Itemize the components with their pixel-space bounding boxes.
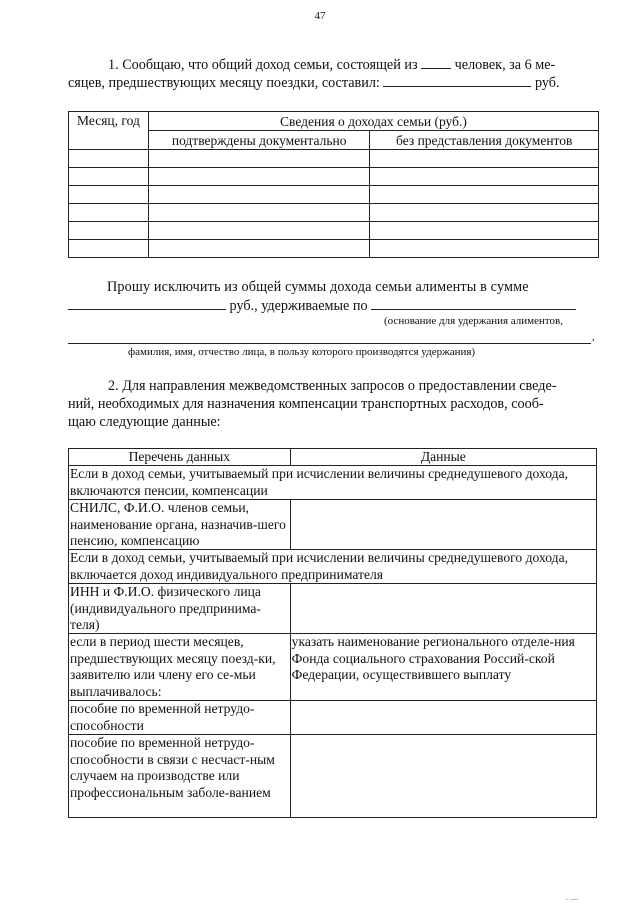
section1-line1-mid: человек, за 6 ме- [454,57,556,73]
data-table [68,448,597,818]
col-list-header: Перечень данных [69,449,291,466]
row-inn-value[interactable] [290,584,596,634]
income-table [68,111,599,258]
alimony-line1: Прошу исключить из общей суммы дохода семьи алименты в сумме [107,279,529,295]
row-period-data: указать наименование регионального отделе-ния Фонда социального страхования Россий-ской Федерации, осуществившего выплату [290,634,596,701]
footer-mark: . .... [566,893,578,902]
confirmed-cell[interactable] [148,222,370,240]
month-cell[interactable] [69,168,149,186]
confirmed-cell[interactable] [148,150,370,168]
col-data-header: Данные [290,449,596,466]
alimony-hint1: (основание для удержания алиментов, [384,315,563,327]
unconfirmed-cell[interactable] [370,222,599,240]
income-row [69,240,599,258]
alimony-basis-field[interactable] [371,297,576,310]
alimony-line2 [68,297,603,316]
month-cell[interactable] [69,150,149,168]
income-row [69,204,599,222]
unconfirmed-cell[interactable] [370,168,599,186]
alimony-line2-mid: руб., удерживаемые по [229,298,368,314]
row-entrepreneur: Если в доход семьи, учитываемый при исчислении величины среднедушевого дохода, включается доход индивидуального предпринимателя [69,550,597,584]
income-row [69,150,599,168]
row-inn-label: ИНН и Ф.И.О. физического лица (индивидуального предпринима-теля) [69,584,291,634]
col-month-header: Месяц, год [69,112,149,150]
unconfirmed-cell[interactable] [370,240,599,258]
alimony-hint2: фамилия, имя, отчество лица, в пользу которого производятся удержания) [128,346,476,358]
section2-line3: щаю следующие данные: [68,414,221,430]
section2-line2: ний, необходимых для назначения компенсации транспортных расходов, сооб- [68,396,544,412]
row-period-label: если в период шести месяцев, предшествующих месяцу поезд-ки, заявителю или члену его се-мьи выплачивалось: [69,634,291,701]
income-row [69,186,599,204]
col-unconfirmed-header: без представления документов [370,131,599,150]
month-cell[interactable] [69,204,149,222]
section1-line1 [108,56,603,75]
row-accident-label: пособие по временной нетрудо-способности в связи с несчаст-ным случаем на производстве или профессиональным заболе-ванием [69,735,291,818]
section1-line1-text: 1. Сообщаю, что общий доход семьи, состоящей из [108,57,418,73]
alimony-amount-field[interactable] [68,297,226,310]
month-cell[interactable] [69,222,149,240]
unconfirmed-cell[interactable] [370,186,599,204]
alimony-hint1-end: , [592,331,595,343]
unconfirmed-cell[interactable] [370,150,599,168]
alimony-person-field[interactable] [68,330,591,344]
col-group-header: Сведения о доходах семьи (руб.) [148,112,598,131]
section1-line2-text: сяцев, предшествующих месяцу поездки, составил: [68,75,380,91]
income-row [69,168,599,186]
row-pensions: Если в доход семьи, учитываемый при исчислении величины среднедушевого дохода, включаются пенсии, компенсации [69,466,597,500]
month-cell[interactable] [69,186,149,204]
row-accident-value[interactable] [290,735,596,818]
section1-line2-end: руб. [534,75,560,91]
confirmed-cell[interactable] [148,240,370,258]
month-cell[interactable] [69,240,149,258]
row-sick-label: пособие по временной нетрудо-способности [69,701,291,735]
family-size-field[interactable] [421,56,451,69]
section2-line1: 2. Для направления межведомственных запросов о предоставлении сведе- [108,378,557,394]
section1-line2 [68,74,603,93]
col-confirmed-header: подтверждены документально [148,131,370,150]
unconfirmed-cell[interactable] [370,204,599,222]
row-snils-label: СНИЛС, Ф.И.О. членов семьи, наименование органа, назначив-шего пенсию, компенсацию [69,500,291,550]
income-row [69,222,599,240]
row-snils-value[interactable] [290,500,596,550]
page-number: 47 [314,10,326,22]
confirmed-cell[interactable] [148,204,370,222]
row-sick-value[interactable] [290,701,596,735]
confirmed-cell[interactable] [148,186,370,204]
total-income-field[interactable] [383,74,531,87]
confirmed-cell[interactable] [148,168,370,186]
